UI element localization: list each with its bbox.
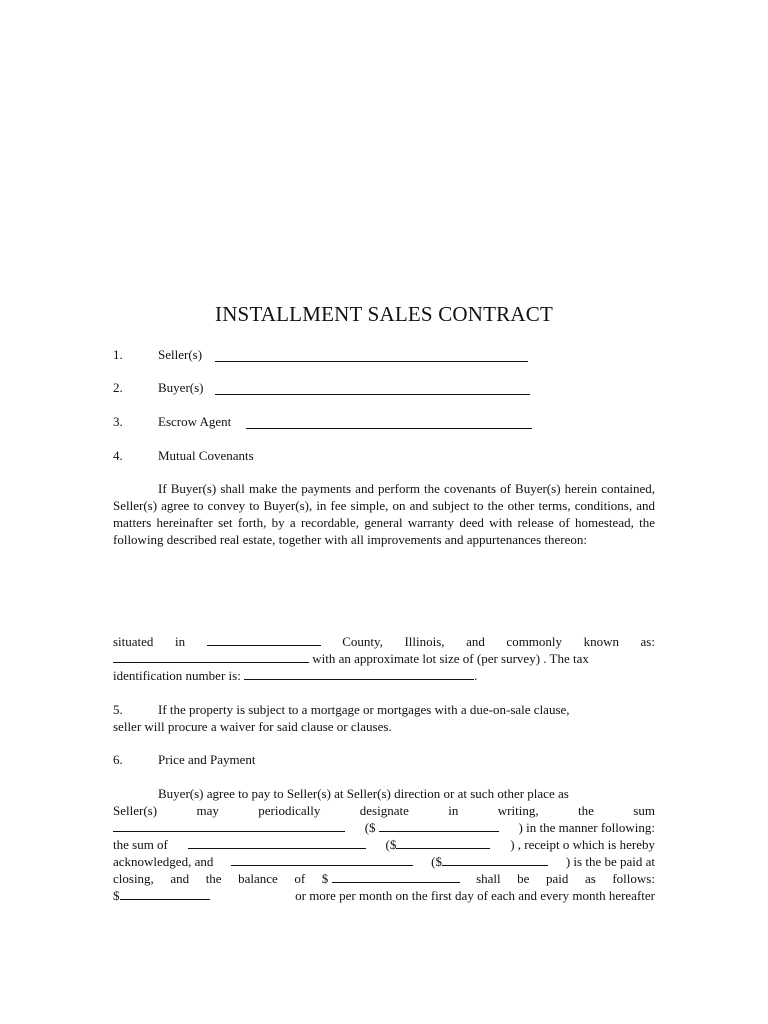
sum-amount-blank[interactable]	[379, 819, 499, 832]
deposit-words-blank[interactable]	[188, 836, 366, 849]
price-line-5: acknowledged, and ($ ) is the be paid at	[113, 854, 655, 869]
item-1-label: Seller(s)	[158, 347, 203, 362]
price-line-6: closing, and the balance of $ shall be paid as follows:	[113, 871, 655, 886]
county-blank[interactable]	[207, 633, 321, 646]
item-3-label: Escrow Agent	[158, 414, 232, 429]
item-5-line-1: If the property is subject to a mortgage or mortgages with a due-on-sale clause,	[158, 702, 570, 717]
item-5-line-2: seller will procure a waiver for said clause or clauses.	[113, 719, 392, 734]
item-2-number: 2.	[113, 380, 123, 395]
situated-line-2: with an approximate lot size of (per survey) . The tax	[113, 650, 589, 667]
mutual-covenants-text: If Buyer(s) shall make the payments and perform the covenants of Buyer(s) herein contained, Seller(s) agree to convey to Buyer(s), in fee simple, on and subject to the other terms, conditions, and matters hereinafter set forth, by a recordable, general warranty deed with release of homestead, the following described real estate, together with all improvements and appurtenances thereon:	[113, 481, 655, 547]
price-line-2: Seller(s) may periodically designate in writing, the sum	[113, 803, 655, 818]
situated-line-1: situated in County, Illinois, and commonly known as:	[113, 634, 655, 649]
closing-amount-blank[interactable]	[442, 853, 548, 866]
closing-words-blank[interactable]	[231, 853, 413, 866]
price-line-3: ($ ) in the manner following:	[113, 819, 655, 836]
price-line-4: the sum of ($ ) , receipt o which is hereby	[113, 837, 655, 852]
item-3-number: 3.	[113, 414, 123, 429]
item-2-label: Buyer(s)	[158, 380, 204, 395]
item-6-label: Price and Payment	[158, 752, 256, 767]
situated-line-3: identification number is: .	[113, 668, 478, 683]
tax-id-blank[interactable]	[244, 667, 474, 680]
item-6-number: 6.	[113, 752, 123, 767]
item-4-label: Mutual Covenants	[158, 448, 254, 463]
common-address-blank[interactable]	[113, 650, 309, 663]
item-4-number: 4.	[113, 448, 123, 463]
deposit-amount-blank[interactable]	[396, 836, 490, 849]
price-line-1: Buyer(s) agree to pay to Seller(s) at Seller(s) direction or at such other place as	[158, 786, 569, 801]
item-1-number: 1.	[113, 347, 123, 362]
mutual-covenants-paragraph	[113, 480, 655, 548]
price-line-7: $ or more per month on the first day of each and every month hereafter	[113, 888, 655, 903]
document-title: INSTALLMENT SALES CONTRACT	[215, 302, 553, 326]
sum-words-blank[interactable]	[113, 819, 345, 832]
seller-blank[interactable]	[215, 361, 528, 362]
monthly-payment-blank[interactable]	[120, 887, 210, 900]
buyer-blank[interactable]	[215, 394, 530, 395]
escrow-agent-blank[interactable]	[246, 428, 532, 429]
item-5-number: 5.	[113, 702, 123, 717]
balance-amount-blank[interactable]	[332, 870, 460, 883]
